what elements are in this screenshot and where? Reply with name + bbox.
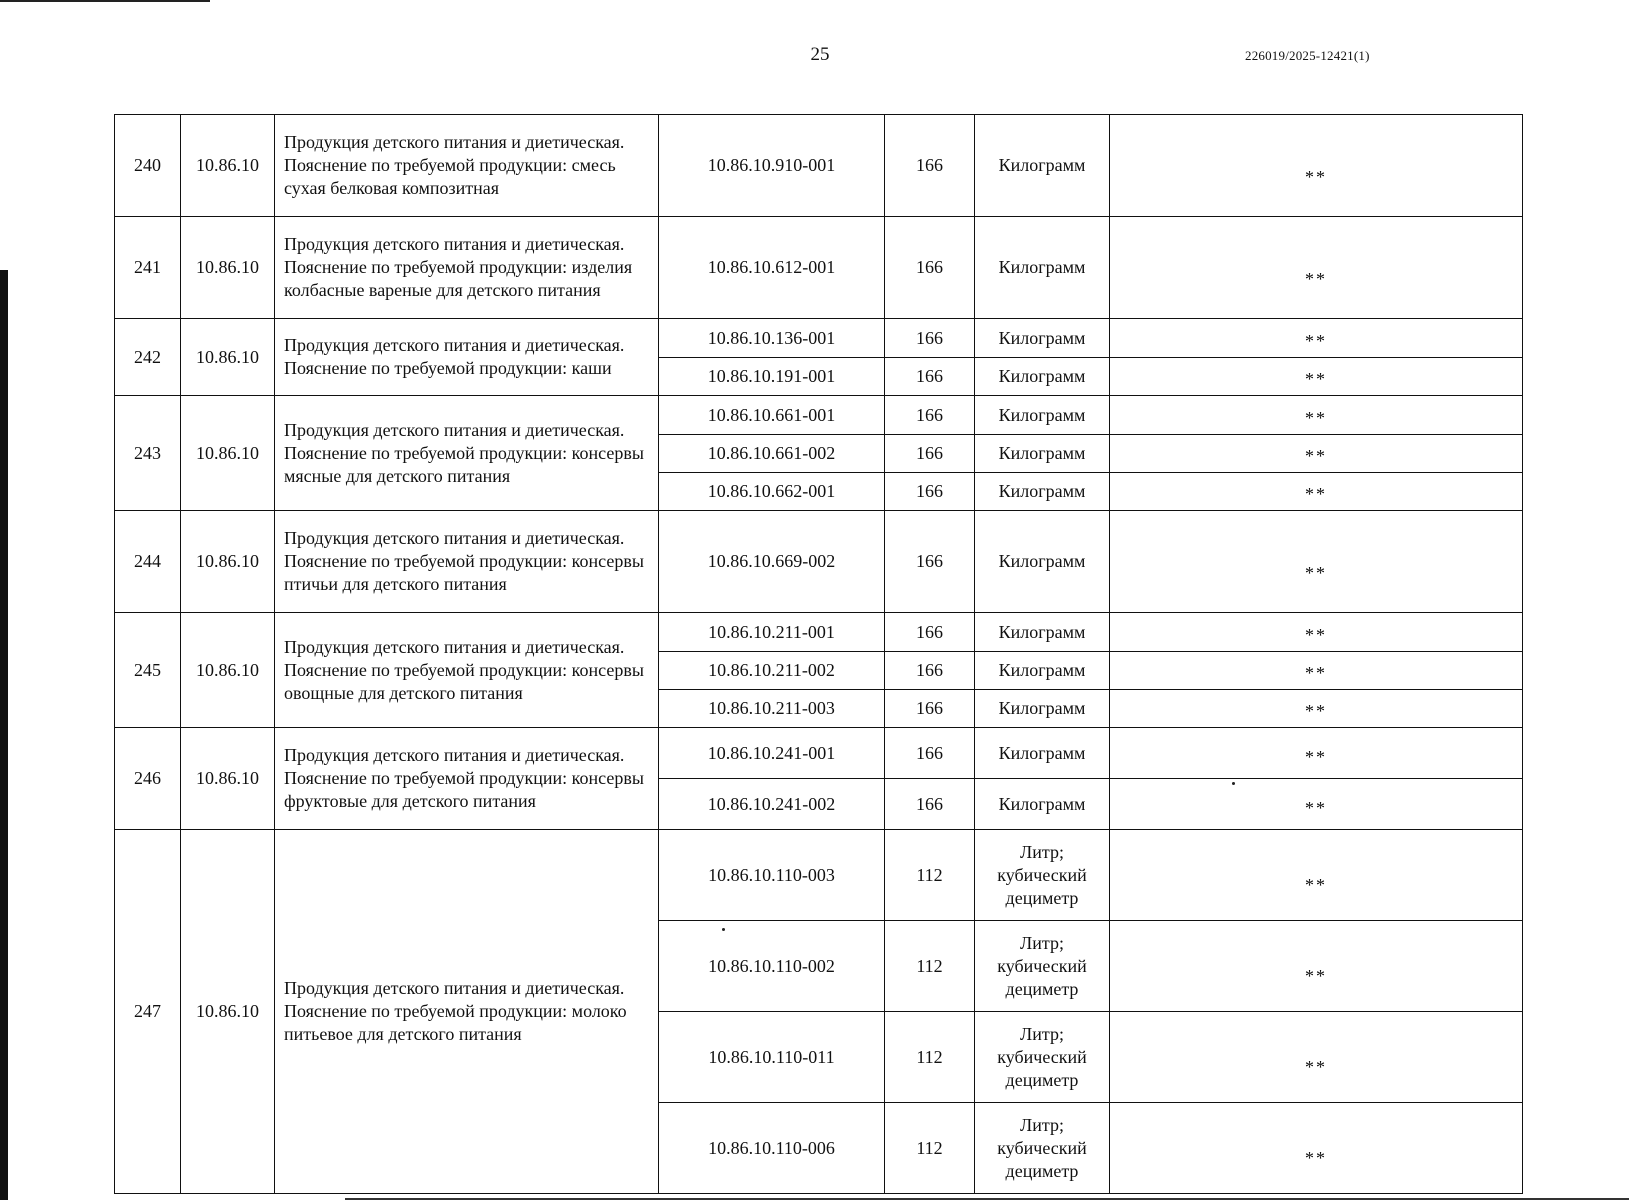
quantity-value: **	[1110, 613, 1523, 652]
unit-name: Литр; кубический дециметр	[975, 921, 1110, 1012]
row-number: 241	[115, 217, 181, 319]
row-number: 245	[115, 613, 181, 728]
okpd-code: 10.86.10	[181, 115, 275, 217]
ktru-code: 10.86.10.136-001	[659, 319, 885, 358]
ktru-code: 10.86.10.211-002	[659, 652, 885, 690]
product-description: Продукция детского питания и диетическая. Пояснение по требуемой продукции: молоко питьевое для детского питания	[275, 830, 659, 1194]
table-row	[115, 115, 1523, 217]
product-description: Продукция детского питания и диетическая. Пояснение по требуемой продукции: изделия колбасные вареные для детского питания	[275, 217, 659, 319]
ktru-code: 10.86.10.661-002	[659, 435, 885, 473]
table-row	[115, 728, 1523, 779]
unit-name: Килограмм	[975, 690, 1110, 728]
okpd-code: 10.86.10	[181, 319, 275, 396]
product-description: Продукция детского питания и диетическая. Пояснение по требуемой продукции: консервы овощные для детского питания	[275, 613, 659, 728]
table-body	[115, 115, 1523, 1194]
okei-code: 166	[885, 652, 975, 690]
product-spec-table	[114, 114, 1523, 1194]
okei-code: 166	[885, 728, 975, 779]
ktru-code: 10.86.10.910-001	[659, 115, 885, 217]
quantity-value: **	[1110, 511, 1523, 613]
okpd-code: 10.86.10	[181, 396, 275, 511]
unit-name: Килограмм	[975, 435, 1110, 473]
row-number: 243	[115, 396, 181, 511]
scan-edge-mark	[0, 0, 210, 2]
okei-code: 166	[885, 690, 975, 728]
okei-code: 166	[885, 358, 975, 396]
unit-name: Литр; кубический дециметр	[975, 830, 1110, 921]
okei-code: 112	[885, 921, 975, 1012]
quantity-value: **	[1110, 396, 1523, 435]
unit-name: Килограмм	[975, 115, 1110, 217]
okei-code: 166	[885, 319, 975, 358]
ktru-code: 10.86.10.612-001	[659, 217, 885, 319]
okei-code: 166	[885, 511, 975, 613]
okei-code: 166	[885, 396, 975, 435]
ktru-code: 10.86.10.110-002	[659, 921, 885, 1012]
quantity-value: **	[1110, 921, 1523, 1012]
quantity-value: **	[1110, 358, 1523, 396]
unit-name: Килограмм	[975, 396, 1110, 435]
unit-name: Килограмм	[975, 511, 1110, 613]
unit-name: Килограмм	[975, 473, 1110, 511]
quantity-value: **	[1110, 728, 1523, 779]
table-row	[115, 830, 1523, 921]
okei-code: 166	[885, 779, 975, 830]
okei-code: 112	[885, 830, 975, 921]
ktru-code: 10.86.10.669-002	[659, 511, 885, 613]
okpd-code: 10.86.10	[181, 728, 275, 830]
ktru-code: 10.86.10.211-001	[659, 613, 885, 652]
product-description: Продукция детского питания и диетическая. Пояснение по требуемой продукции: консервы птичьи для детского питания	[275, 511, 659, 613]
scan-edge-shadow	[0, 270, 8, 1200]
ktru-code: 10.86.10.241-001	[659, 728, 885, 779]
quantity-value: **	[1110, 1103, 1523, 1194]
okei-code: 112	[885, 1103, 975, 1194]
ktru-code: 10.86.10.110-003	[659, 830, 885, 921]
row-number: 246	[115, 728, 181, 830]
ktru-code: 10.86.10.661-001	[659, 396, 885, 435]
ktru-code: 10.86.10.662-001	[659, 473, 885, 511]
unit-name: Килограмм	[975, 613, 1110, 652]
table-row	[115, 396, 1523, 435]
unit-name: Килограмм	[975, 652, 1110, 690]
table-row	[115, 511, 1523, 613]
okei-code: 166	[885, 613, 975, 652]
unit-name: Килограмм	[975, 779, 1110, 830]
quantity-value: **	[1110, 690, 1523, 728]
product-description: Продукция детского питания и диетическая. Пояснение по требуемой продукции: консервы фруктовые для детского питания	[275, 728, 659, 830]
ktru-code: 10.86.10.110-011	[659, 1012, 885, 1103]
quantity-value: **	[1110, 473, 1523, 511]
quantity-value: **	[1110, 830, 1523, 921]
okpd-code: 10.86.10	[181, 511, 275, 613]
okpd-code: 10.86.10	[181, 613, 275, 728]
unit-name: Килограмм	[975, 358, 1110, 396]
quantity-value: **	[1110, 319, 1523, 358]
quantity-value: **	[1110, 1012, 1523, 1103]
unit-name: Литр; кубический дециметр	[975, 1103, 1110, 1194]
okei-code: 166	[885, 435, 975, 473]
ktru-code: 10.86.10.110-006	[659, 1103, 885, 1194]
table-row	[115, 217, 1523, 319]
okei-code: 166	[885, 217, 975, 319]
page-number: 25	[810, 44, 830, 65]
ktru-code: 10.86.10.211-003	[659, 690, 885, 728]
okpd-code: 10.86.10	[181, 830, 275, 1194]
table-row	[115, 613, 1523, 652]
row-number: 240	[115, 115, 181, 217]
row-number: 247	[115, 830, 181, 1194]
unit-name: Килограмм	[975, 217, 1110, 319]
okei-code: 166	[885, 473, 975, 511]
row-number: 244	[115, 511, 181, 613]
ktru-code: 10.86.10.241-002	[659, 779, 885, 830]
product-description: Продукция детского питания и диетическая. Пояснение по требуемой продукции: консервы мясные для детского питания	[275, 396, 659, 511]
quantity-value: **	[1110, 115, 1523, 217]
quantity-value: **	[1110, 652, 1523, 690]
unit-name: Литр; кубический дециметр	[975, 1012, 1110, 1103]
ktru-code: 10.86.10.191-001	[659, 358, 885, 396]
table-row	[115, 319, 1523, 358]
unit-name: Килограмм	[975, 728, 1110, 779]
unit-name: Килограмм	[975, 319, 1110, 358]
row-number: 242	[115, 319, 181, 396]
product-description: Продукция детского питания и диетическая. Пояснение по требуемой продукции: смесь сухая белковая композитная	[275, 115, 659, 217]
product-description: Продукция детского питания и диетическая. Пояснение по требуемой продукции: каши	[275, 319, 659, 396]
document-id: 226019/2025-12421(1)	[1245, 48, 1370, 63]
quantity-value: **	[1110, 217, 1523, 319]
quantity-value: **	[1110, 779, 1523, 830]
okei-code: 166	[885, 115, 975, 217]
okpd-code: 10.86.10	[181, 217, 275, 319]
quantity-value: **	[1110, 435, 1523, 473]
okei-code: 112	[885, 1012, 975, 1103]
